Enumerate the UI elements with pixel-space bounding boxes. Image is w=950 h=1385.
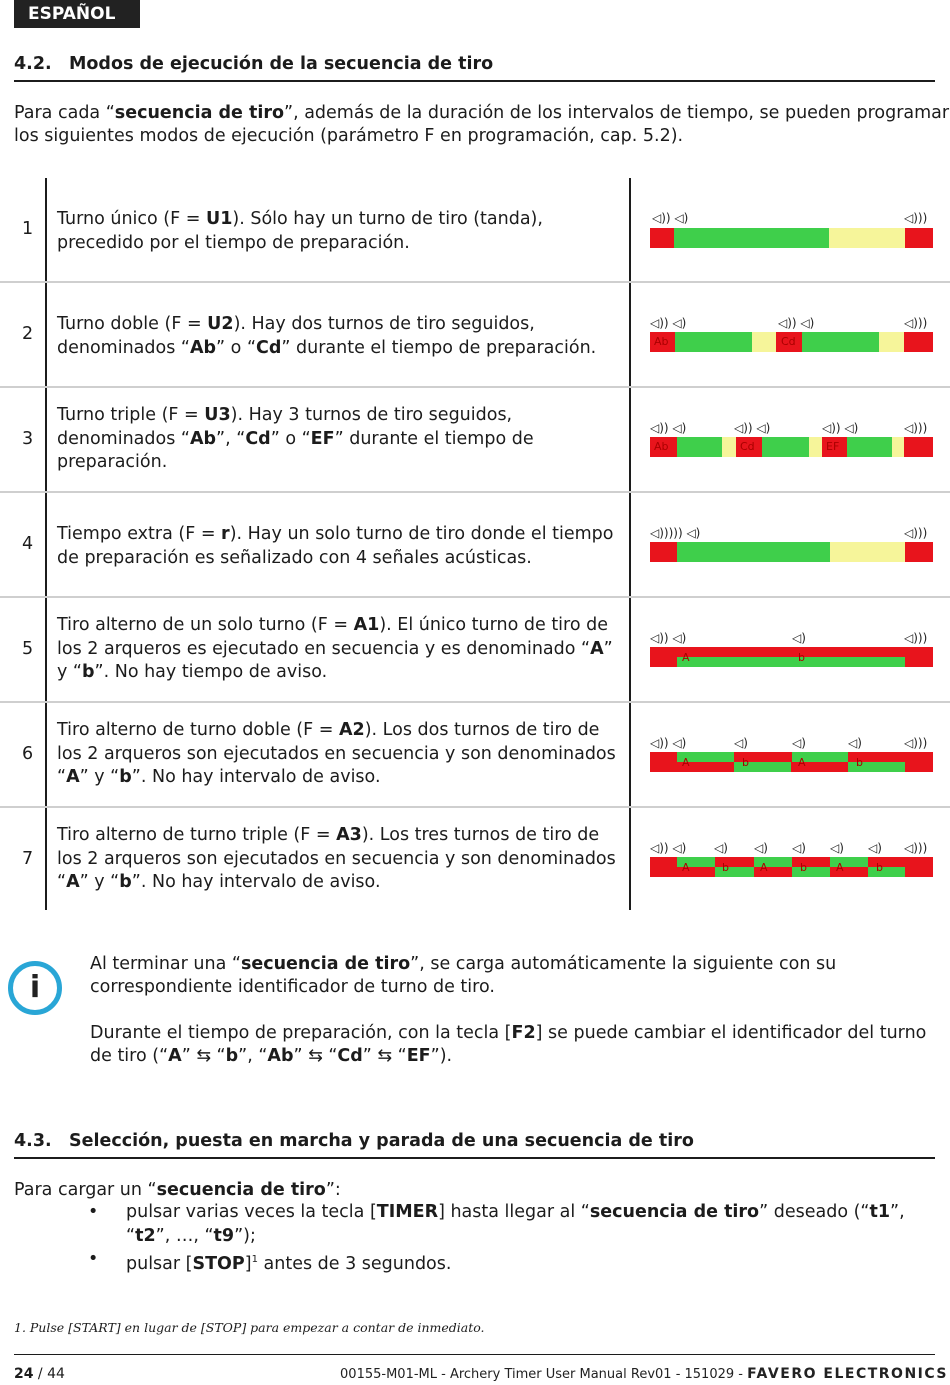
footnote: 1. Pulse [START] en lugar de [STOP] para empezar a contar de inmediato. [14,1320,485,1335]
diagram-label: Ab [654,335,669,348]
info-paragraph-1: Al terminar una “secuencia de tiro”, se carga automáticamente la siguiente con su correspondiente identificador de turno de tiro. [90,954,837,997]
speaker-icon: ◁))) [904,736,928,750]
mode-number: 4 [22,534,34,554]
intro-text-2: ”, además de la duración de los intervalos de tiempo, se pueden programar los siguientes modos de ejecución (parámetro F en programación, cap. 5.2). [14,103,950,146]
info-paragraph-2: Durante el tiempo de preparación, con la tecla [F2] se puede cambiar el identificador del turno de tiro (“A” ⇆ “b”, “Ab” ⇆ “Cd” ⇆ “EF”). [90,1023,927,1066]
timeline-bar [650,228,933,248]
list-item: • pulsar [STOP]$^1$ antes de 3 segundos. [88,1248,938,1276]
mode-description: Tiro alterno de turno doble (F = A2). Los dos turnos de tiro de los 2 arqueros son ejecutados en secuencia y son denominados “A” y “b”. No hay intervalo de aviso. [57,720,616,787]
speaker-icon: ◁)) ◁) [778,316,815,330]
mode-description: Turno doble (F = U2). Hay dos turnos de tiro seguidos, denominados “Ab” o “Cd” durante el tiempo de preparación. [57,314,597,358]
list-item: • pulsar varias veces la tecla [TIMER] hasta llegar al “secuencia de tiro” deseado (“t1”, “t2”, …, “t9”); [88,1201,938,1248]
mode-row [14,703,935,808]
brand-name: FAVERO ELECTRONICS [747,1366,948,1382]
section-title: Modos de ejecución de la secuencia de tiro [69,54,494,74]
mode-description: Tiro alterno de un solo turno (F = A1). El único turno de tiro de los 2 arqueros es ejecutado en secuencia y es denominado “A” y “b”. No hay tiempo de aviso. [57,615,613,682]
page-number: 24 / 44 [14,1366,65,1382]
mode-number: 1 [22,219,34,239]
diagram-label: b [742,756,749,769]
section-heading-4-2 [14,54,935,82]
diagram-label: Cd [781,335,796,348]
speaker-icon: ◁))) [904,211,928,225]
language-tab: ESPAÑOL [14,0,140,28]
timeline-bar [650,332,933,352]
speaker-icon: ◁)) ◁) [650,736,687,750]
speaker-icon: ◁))) [904,841,928,855]
mode-row [14,388,935,493]
section-number: 4.3. [14,1131,52,1151]
speaker-icon: ◁)) ◁) [652,211,689,225]
diagram-label: b [800,861,807,874]
speaker-icon: ◁))) [904,526,928,540]
mode-row [14,598,935,703]
section-heading-4-3 [14,1131,935,1159]
mode-row [14,808,935,913]
diagram-label: A [682,651,690,664]
section-intro: Para cargar un “secuencia de tiro”: [14,1180,341,1200]
diagram-label: Ab [654,440,669,453]
speaker-icon: ◁) [754,841,768,855]
diagram-label: A [798,756,806,769]
speaker-icon: ◁) [830,841,844,855]
speaker-icon: ◁))) [904,631,928,645]
timeline-bar [650,857,933,877]
intro-text: Para cada “ [14,103,115,123]
mode-number: 7 [22,849,34,869]
mode-row [14,493,935,598]
mode-number: 3 [22,429,34,449]
mode-number: 6 [22,744,34,764]
diagram-label: b [856,756,863,769]
mode-description: Turno único (F = U1). Sólo hay un turno de tiro (tanda), precedido por el tiempo de preparación. [57,209,543,253]
mode-number: 5 [22,639,34,659]
speaker-icon: ◁)) ◁) [650,631,687,645]
diagram-label: A [682,756,690,769]
mode-description: Turno triple (F = U3). Hay 3 turnos de tiro seguidos, denominados “Ab”, “Cd” o “EF” durante el tiempo de preparación. [57,405,534,472]
speaker-icon: ◁) [734,736,748,750]
mode-row [14,178,935,283]
mode-description: Tiro alterno de turno triple (F = A3). Los tres turnos de tiro de los 2 arqueros son ejecutados en secuencia y son denominados “A” y “b”. No hay intervalo de aviso. [57,825,616,892]
instruction-list [88,1201,938,1276]
speaker-icon: ◁))))) ◁) [650,526,701,540]
speaker-icon: ◁) [848,736,862,750]
speaker-icon: ◁))) [904,421,928,435]
diagram-label: Cd [740,440,755,453]
timeline-bar [650,437,933,457]
speaker-icon: ◁) [792,841,806,855]
info-icon: i [8,961,62,1015]
mode-description: Tiempo extra (F = r). Hay un solo turno de tiro donde el tiempo de preparación es señalizado con 4 señales acústicas. [57,524,614,568]
diagram-label: A [836,861,844,874]
footer-divider [14,1354,935,1355]
modes-table [14,178,935,910]
speaker-icon: ◁)) ◁) [650,841,687,855]
timeline-bar [650,752,933,772]
timeline-bar [650,542,933,562]
section-intro [14,102,950,148]
speaker-icon: ◁) [792,631,806,645]
diagram-label: b [876,861,883,874]
speaker-icon: ◁) [868,841,882,855]
section-title: Selección, puesta en marcha y parada de una secuencia de tiro [69,1131,694,1151]
section-number: 4.2. [14,54,52,74]
diagram-label: A [682,861,690,874]
speaker-icon: ◁)) ◁) [650,421,687,435]
speaker-icon: ◁)) ◁) [822,421,859,435]
intro-bold: secuencia de tiro [114,103,285,123]
speaker-icon: ◁) [714,841,728,855]
footer-doc-info: 00155-M01-ML - Archery Timer User Manual Rev01 - 151029 - FAVERO ELECTRONICS [340,1366,948,1382]
mode-number: 2 [22,324,34,344]
diagram-label: EF [826,440,840,453]
mode-row [14,283,935,388]
speaker-icon: ◁)) ◁) [734,421,771,435]
speaker-icon: ◁))) [904,316,928,330]
speaker-icon: ◁)) ◁) [650,316,687,330]
diagram-label: b [798,651,805,664]
diagram-label: A [760,861,768,874]
timeline-bar [650,647,933,667]
diagram-label: b [722,861,729,874]
footnote-ref[interactable]: 1 [251,1254,258,1265]
speaker-icon: ◁) [792,736,806,750]
